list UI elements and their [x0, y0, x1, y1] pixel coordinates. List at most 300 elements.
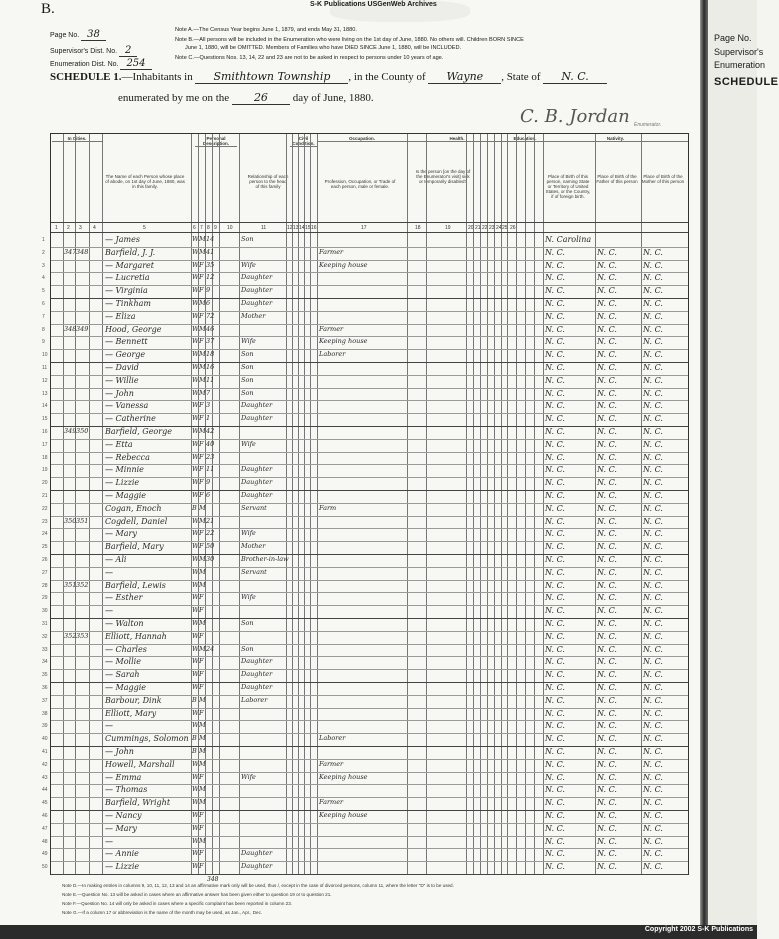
column-number: 8 [207, 225, 210, 231]
cell-occ: Keeping house [319, 772, 368, 781]
column-rule [480, 134, 481, 874]
cell-sex: F [199, 593, 204, 602]
cell-m: N. C. [643, 324, 663, 334]
cell-rel: Servant [241, 567, 267, 576]
cell-b: N. C. [545, 606, 565, 616]
cell-race: W [192, 619, 199, 627]
cell-sex: F [199, 849, 204, 858]
census-table [42, 133, 689, 875]
cell-name: — Nancy [105, 811, 142, 820]
column-rule [317, 134, 318, 874]
cell-race: B [192, 734, 197, 743]
cell-rel: Son [241, 235, 254, 243]
row-number: 16 [42, 429, 48, 435]
cell-f: N. C. [597, 478, 617, 488]
cell-rel: Son [241, 644, 254, 653]
cell-occ: Farmer [319, 759, 344, 768]
cell-sex: M [199, 503, 206, 512]
copyright-notice: Copyright 2002 S-K Publications [644, 926, 753, 933]
cell-age: 14 [206, 235, 215, 243]
cell-f: N. C. [597, 811, 617, 820]
cell-sex: M [199, 644, 206, 653]
cell-rel: Daughter [241, 683, 273, 691]
column-number: 15 [305, 225, 311, 231]
column-number: 22 [482, 225, 488, 231]
cell-m: N. C. [643, 478, 663, 488]
cell-race: W [192, 759, 199, 768]
cell-m: N. C. [643, 657, 663, 667]
cell-b: N. C. [545, 350, 565, 360]
enum-text-1: enumerated by me on the [118, 92, 230, 104]
cell-sex: M [199, 798, 206, 807]
row-number: 5 [42, 288, 45, 295]
column-number: 2 [67, 225, 70, 231]
cell-f: N. C. [597, 311, 617, 321]
cell-race: W [192, 670, 199, 679]
cell-m: N. C. [643, 670, 663, 680]
cell-age: 41 [206, 247, 215, 256]
column-number: 21 [475, 225, 481, 231]
cell-age: 18 [206, 350, 215, 359]
cell-f: N. C. [597, 772, 617, 782]
cell-f: N. C. [597, 606, 617, 616]
column-number: 19 [445, 225, 451, 231]
cell-rel: Daughter [241, 414, 273, 423]
cell-f: N. C. [597, 388, 617, 398]
cell-race: W [192, 516, 199, 525]
cell-race: W [192, 235, 199, 243]
cell-b: N. C. [545, 721, 565, 731]
header-rule [51, 222, 688, 223]
cell-b: N. C. [545, 439, 565, 449]
cell-m: N. C. [643, 580, 663, 590]
cell-b: N. C. [545, 363, 565, 372]
column-rule [466, 134, 467, 874]
county-value: Wayne [428, 70, 501, 84]
cell-b: N. C. [545, 708, 565, 718]
schedule-line [50, 70, 607, 83]
cell-name: — Etta [105, 439, 133, 449]
cell-rel: Wife [241, 772, 256, 781]
enumerator-label: Enumerator. [634, 122, 662, 128]
cell-race: W [192, 247, 199, 256]
cell-sex: F [199, 772, 204, 781]
row-number: 12 [42, 377, 48, 384]
column-rule [286, 134, 287, 874]
header-rule [51, 232, 688, 233]
row-number: 17 [42, 441, 48, 448]
cell-m: N. C. [643, 619, 663, 628]
cell-sex: F [199, 631, 204, 640]
cell-rel: Daughter [241, 657, 273, 666]
cell-name: — John [105, 747, 134, 756]
cell-age: 6 [206, 491, 211, 499]
column-rule [641, 134, 642, 874]
cell-sex: F [199, 478, 204, 487]
cell-m: N. C. [643, 516, 663, 526]
cell-sex: M [199, 734, 206, 743]
cell-b: N. C. [545, 273, 565, 283]
cell-f: N. C. [597, 439, 617, 449]
enum-text-2: day of June, 1880. [292, 92, 374, 104]
cell-name: — Minnie [105, 465, 144, 475]
cell-race: W [192, 324, 199, 333]
cell-race: W [192, 375, 199, 384]
row-number: 2 [42, 249, 45, 256]
enumeration-date-line [118, 91, 374, 104]
cell-b: N. C. [545, 631, 565, 641]
cell-m: N. C. [643, 631, 663, 641]
cell-race: W [192, 311, 199, 320]
cell-race: W [192, 631, 199, 640]
cell-b: N. C. [545, 683, 565, 692]
page-number-line [50, 29, 106, 40]
cell-name: Cummings, Solomon [105, 734, 189, 744]
cell-rel: Daughter [241, 286, 273, 295]
cell-rel: Son [241, 363, 254, 371]
cell-race: W [192, 465, 199, 474]
row-number: 29 [42, 595, 48, 602]
cell-rel: Wife [241, 593, 256, 602]
cell-f: N. C. [597, 542, 617, 552]
cell-name: — Lizzie [105, 862, 140, 872]
row-number: 3 [42, 262, 45, 269]
cell-m: N. C. [643, 401, 663, 411]
cell-m: N. C. [643, 695, 663, 705]
cell-sex: F [199, 491, 204, 499]
cell-dw: 352 [64, 631, 77, 640]
column-number: 25 [502, 225, 508, 231]
column-number: 4 [93, 225, 96, 231]
cell-race: W [192, 286, 199, 295]
cell-sex: F [199, 452, 204, 461]
cell-sex: M [199, 580, 206, 589]
cell-b: N. C. [545, 862, 565, 872]
cell-dw: 349 [64, 427, 77, 435]
cell-race: W [192, 606, 199, 615]
cell-b: N. C. [545, 491, 565, 500]
note-a: Note A.—The Census Year begins June 1, 1879, and ends May 31, 1880. [175, 27, 357, 33]
cell-m: N. C. [643, 388, 663, 398]
row-number: 11 [42, 365, 48, 371]
cell-race: W [192, 401, 199, 410]
cell-name: — Sarah [105, 670, 140, 680]
cell-rel: Daughter [241, 401, 273, 410]
cell-sex: F [199, 414, 204, 423]
cell-rel: Daughter [241, 849, 273, 858]
cell-name: — George [105, 350, 146, 360]
enumeration-label: Enumeration Dist. No. [50, 61, 119, 68]
cell-f: N. C. [597, 823, 617, 833]
cell-b: N. C. [545, 580, 565, 590]
column-number: 6 [193, 225, 196, 231]
cell-f: N. C. [597, 286, 617, 296]
cell-m: N. C. [643, 503, 663, 513]
cell-b: N. C. [545, 785, 565, 795]
header-health: Is the person [on the day of the Enumerator's visit] sick or temporarily disabled? [415, 169, 471, 184]
cell-b: N. C. [545, 823, 565, 833]
cell-rel: Wife [241, 529, 256, 538]
header-relationship: Relationship of each person to the head of this family [247, 174, 289, 189]
cell-sex: F [199, 337, 204, 346]
cell-name: — Lucretia [105, 273, 150, 283]
cell-name: — Thomas [105, 785, 148, 795]
column-rule [501, 134, 502, 874]
cell-sex: F [199, 401, 204, 410]
cell-dw: 350 [64, 516, 77, 525]
cell-m: N. C. [643, 311, 663, 321]
schedule-label: SCHEDULE 1. [50, 71, 122, 83]
cell-age: 46 [206, 324, 215, 333]
cell-m: N. C. [643, 247, 663, 257]
cell-f: N. C. [597, 299, 617, 308]
row-number: 25 [42, 544, 48, 551]
cell-f: N. C. [597, 849, 617, 859]
cell-name: — Annie [105, 849, 139, 859]
group-personal: Personal Description. [195, 136, 237, 147]
cell-sex: M [199, 388, 206, 397]
cell-race: W [192, 798, 199, 807]
cell-b: N. C. [545, 324, 565, 334]
cell-f: N. C. [597, 491, 617, 500]
cell-name: — Walton [105, 619, 144, 628]
cell-name: Cogdell, Daniel [105, 516, 168, 526]
cell-b: N. C. [545, 619, 565, 628]
cell-name: — Virginia [105, 286, 148, 296]
header-birth: Place of Birth of this person, naming State or Territory of United States, or the Country, if of foreign birth. [545, 174, 591, 199]
cell-f: N. C. [597, 273, 617, 283]
cell-b: N. C. [545, 657, 565, 667]
cell-race: W [192, 772, 199, 781]
cell-rel: Son [241, 388, 254, 397]
cell-m: N. C. [643, 759, 663, 769]
cell-b: N. C. [545, 311, 565, 321]
page-no-label: Page No. [50, 32, 80, 39]
column-number: 26 [510, 225, 516, 231]
row-number: 14 [42, 403, 48, 410]
cell-name: — Mary [105, 823, 137, 833]
cell-f: N. C. [597, 644, 617, 654]
column-rule [595, 134, 596, 874]
cell-name: — Vanessa [105, 401, 149, 411]
supervisor-line [50, 45, 137, 56]
column-number: 18 [415, 225, 421, 231]
cell-b: N. C. [545, 247, 565, 257]
cell-b: N. C. [545, 465, 565, 475]
cell-name: Elliott, Hannah [105, 631, 167, 641]
cell-race: W [192, 350, 199, 359]
cell-m: N. C. [643, 823, 663, 833]
cell-m: N. C. [643, 439, 663, 449]
row-number: 21 [42, 493, 48, 499]
cell-age: 11 [206, 375, 215, 384]
cell-race: W [192, 811, 199, 819]
cell-race: W [192, 388, 199, 397]
cell-age: 37 [206, 337, 215, 346]
note-c: Note C.—Questions Nos. 13, 14, 22 and 23 are not to be asked in respect to persons under 10 years of age. [175, 55, 444, 61]
column-number: 11 [261, 225, 267, 231]
tally-mark: 348 [207, 876, 219, 883]
cell-fam: 353 [76, 631, 89, 640]
schedule-text-1: —Inhabitants in [121, 71, 193, 83]
cell-race: W [192, 273, 199, 282]
cell-race: W [192, 862, 199, 871]
cell-age: 3 [206, 401, 211, 410]
cell-m: N. C. [643, 785, 663, 795]
cell-name: Elliott, Mary [105, 708, 157, 718]
cell-b: N. Carolina [545, 235, 592, 244]
cell-sex: F [199, 542, 204, 551]
footer-note: Note E.—Question No. 13 will be asked in cases where an affirmative answer has been given either to question 19 or to question 21. [62, 892, 332, 897]
cell-name: — [105, 721, 113, 731]
cell-m: N. C. [643, 683, 663, 692]
cell-rel: Son [241, 350, 254, 359]
cell-age: 24 [206, 644, 215, 653]
corner-letter: B. [41, 1, 55, 17]
cell-sex: M [199, 785, 206, 794]
footer-note: Note G.—If a column 17 or abbreviation is the name of the month may be used, as Jan., Apr., Dec. [62, 910, 263, 915]
cell-age: 50 [206, 542, 215, 551]
cell-sex: M [199, 427, 206, 435]
cell-sex: F [199, 439, 204, 448]
cell-fam: 352 [76, 580, 89, 589]
cell-sex: M [199, 619, 206, 627]
cell-rel: Daughter [241, 478, 273, 487]
cell-sex: M [199, 695, 206, 704]
next-page-supervisor: Supervisor's [714, 47, 764, 57]
cell-f: N. C. [597, 260, 617, 270]
cell-age: 72 [206, 311, 215, 320]
column-rule [219, 134, 220, 874]
cell-sex: F [199, 823, 204, 832]
cell-b: N. C. [545, 836, 565, 846]
cell-m: N. C. [643, 350, 663, 360]
cell-race: W [192, 683, 199, 691]
cell-m: N. C. [643, 849, 663, 859]
cell-race: W [192, 567, 199, 576]
cell-m: N. C. [643, 363, 663, 372]
column-rule [310, 134, 311, 874]
cell-fam: 350 [76, 427, 89, 435]
cell-sex: M [199, 747, 206, 755]
cell-rel: Mother [241, 311, 266, 320]
column-number: 5 [143, 225, 146, 231]
cell-name: — Lizzie [105, 478, 140, 488]
cell-age: 23 [206, 452, 215, 461]
cell-m: N. C. [643, 337, 663, 347]
cell-race: W [192, 657, 199, 666]
cell-name: Barfield, J. J. [105, 247, 156, 257]
cell-age: 9 [206, 286, 211, 295]
cell-occ: Laborer [319, 734, 346, 743]
cell-name: — Willie [105, 375, 139, 385]
cell-b: N. C. [545, 260, 565, 270]
column-number: 1 [55, 225, 58, 231]
column-number: 3 [79, 225, 82, 231]
cell-sex: F [199, 708, 204, 717]
cell-age: 7 [206, 388, 211, 397]
cell-f: N. C. [597, 324, 617, 334]
cell-rel: Daughter [241, 465, 273, 474]
cell-race: W [192, 542, 199, 551]
page-no-value: 38 [81, 29, 106, 41]
cell-m: N. C. [643, 593, 663, 603]
cell-f: N. C. [597, 452, 617, 462]
cell-sex: F [199, 286, 204, 295]
schedule-text-3: , State of [501, 71, 541, 83]
row-number: 36 [42, 685, 48, 691]
row-number: 7 [42, 313, 45, 320]
cell-name: — Mary [105, 529, 137, 539]
row-number: 43 [42, 774, 48, 781]
row-number: 49 [42, 851, 48, 858]
cell-occ: Farm [319, 503, 337, 512]
cell-sex: M [199, 759, 206, 768]
header-name: The Name of each Person whose place of abode, on 1st day of June, 1880, was in this family. [105, 174, 185, 189]
cell-age: 9 [206, 478, 211, 487]
cell-m: N. C. [643, 606, 663, 616]
cell-m: N. C. [643, 811, 663, 820]
cell-race: W [192, 849, 199, 858]
cell-name: Barfield, Wright [105, 798, 171, 808]
group-occupation: Occupation. [317, 136, 407, 142]
column-rule [543, 134, 544, 874]
cell-race: W [192, 299, 199, 307]
cell-f: N. C. [597, 516, 617, 526]
cell-m: N. C. [643, 427, 663, 436]
cell-sex: M [199, 350, 206, 359]
cell-sex: F [199, 529, 204, 538]
cell-dw: 347 [64, 247, 77, 256]
cell-age: 30 [206, 555, 215, 563]
cell-f: N. C. [597, 529, 617, 539]
cell-b: N. C. [545, 798, 565, 808]
footer-note: Note F.—Question No. 14 will only be asked in cases where a specific complaint has been reported in column 23. [62, 901, 293, 906]
row-number: 32 [42, 633, 48, 640]
footer-note: Note D.—In making entries in columns 9, 10, 11, 12, 13 and 14 an affirmative mark only will be used, thus /, except in the case of divorced persons, column 11, where the letter "D" is to be used. [62, 883, 454, 888]
schedule-text-2: , in the County of [348, 71, 426, 83]
next-page-schedule: SCHEDULE [714, 76, 779, 88]
row-number: 13 [42, 390, 48, 397]
cell-occ: Farmer [319, 324, 344, 333]
cell-f: N. C. [597, 375, 617, 385]
cell-rel: Mother [241, 542, 266, 551]
cell-name: — Catherine [105, 414, 156, 424]
column-rule [407, 134, 408, 874]
cell-name: — David [105, 363, 139, 372]
cell-f: N. C. [597, 759, 617, 769]
cell-race: B [192, 695, 197, 704]
cell-dw: 351 [64, 580, 77, 589]
cell-name: Howell, Marshall [105, 759, 175, 769]
cell-age: 21 [206, 516, 215, 525]
cell-rel: Son [241, 375, 254, 384]
cell-b: N. C. [545, 478, 565, 488]
cell-name: Barfield, George [105, 427, 172, 436]
row-number: 10 [42, 352, 48, 359]
binding-spine [700, 0, 708, 939]
column-rule [525, 134, 526, 874]
cell-b: N. C. [545, 670, 565, 680]
cell-sex: M [199, 324, 206, 333]
row-number: 19 [42, 467, 48, 474]
cell-name: — [105, 836, 113, 846]
cell-b: N. C. [545, 503, 565, 513]
cell-f: N. C. [597, 427, 617, 436]
cell-name: — Maggie [105, 683, 147, 692]
column-rule [75, 134, 76, 874]
cell-b: N. C. [545, 375, 565, 385]
